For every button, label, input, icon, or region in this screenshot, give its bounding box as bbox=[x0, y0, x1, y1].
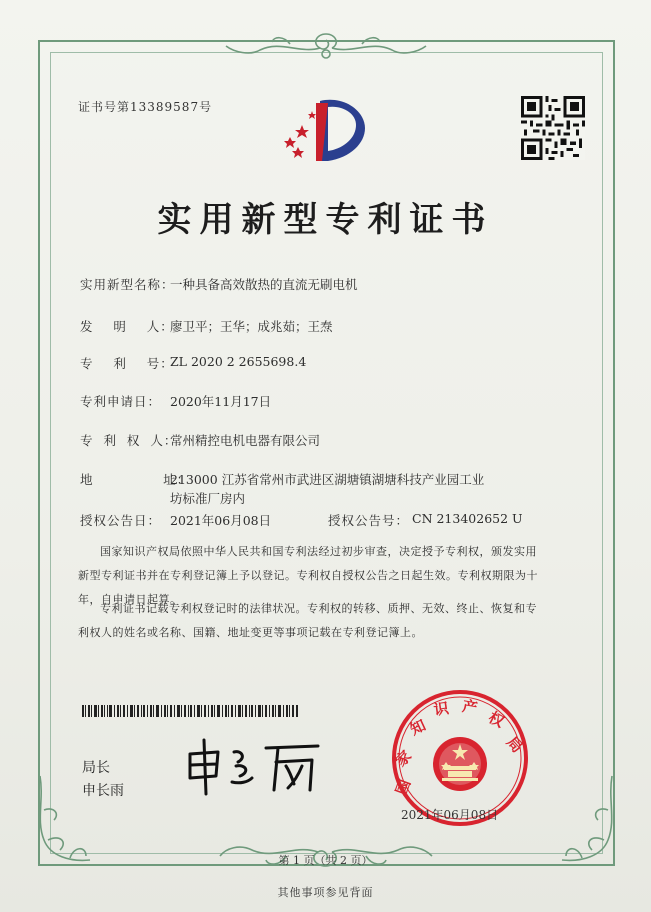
director-signature bbox=[182, 732, 332, 798]
statement-line: 年，自申请日起算。 bbox=[78, 593, 182, 606]
announce-date-value: 2021年06月08日 bbox=[170, 513, 272, 528]
cnipa-logo bbox=[276, 95, 376, 167]
seal-char: 权 bbox=[485, 708, 508, 732]
seal-char: 家 bbox=[391, 746, 416, 771]
seal-char: 产 bbox=[460, 696, 479, 718]
qr-code bbox=[521, 96, 585, 160]
seal-date: 2021年06月08日 bbox=[401, 808, 499, 822]
patent-number-value: ZL 2020 2 2655698.4 bbox=[170, 354, 307, 369]
address-label: 地 址： bbox=[80, 472, 191, 487]
address-line-1: 213000 江苏省常州市武进区湖塘镇湖塘科技产业园工业 bbox=[170, 472, 485, 487]
address-line-2: 坊标准厂房内 bbox=[170, 491, 246, 506]
apply-date-label: 专利申请日： bbox=[80, 394, 162, 409]
apply-date-value: 2020年11月17日 bbox=[170, 394, 272, 409]
announce-number-label: 授权公告号： bbox=[328, 513, 410, 528]
seal-char: 知 bbox=[407, 716, 429, 739]
announce-date-label: 授权公告日： bbox=[80, 513, 162, 528]
announce-number-value: CN 213402652 U bbox=[412, 511, 523, 526]
certificate-title: 实用新型专利证书 bbox=[157, 200, 494, 240]
statement-line: 专利证书记载专利权登记时的法律状况。专利权的转移、质押、无效、终止、恢复和专 bbox=[100, 602, 537, 615]
statement-line: 利权人的姓名或名称、国籍、地址变更等事项记载在专利登记簿上。 bbox=[78, 626, 423, 639]
national-emblem-icon bbox=[433, 737, 487, 791]
patent-number-label: 专 利 号： bbox=[80, 356, 174, 371]
director-name: 申长雨 bbox=[82, 783, 124, 799]
inventor-value: 廖卫平；王华；成兆茹；王焘 bbox=[170, 319, 333, 334]
patentee-label: 专 利 权 人： bbox=[80, 433, 178, 448]
certificate-number: 证书号第13389587号 bbox=[78, 100, 213, 114]
statement-paragraph-2 bbox=[78, 597, 583, 645]
utility-name-value: 一种具备高效散热的直流无刷电机 bbox=[170, 277, 358, 292]
statement-line: 新型专利证书并在专利登记簿上予以登记。专利权自授权公告之日起生效。专利权期限为十 bbox=[78, 569, 538, 582]
seal-char: 识 bbox=[432, 699, 450, 720]
director-title: 局长 bbox=[82, 760, 110, 776]
patentee-value: 常州精控电机电器有限公司 bbox=[170, 433, 321, 448]
top-ornament bbox=[220, 30, 432, 62]
statement-line: 国家知识产权局依照中华人民共和国专利法经过初步审查，决定授予专利权，颁发实用 bbox=[100, 545, 537, 558]
footer-note: 其他事项参见背面 bbox=[277, 886, 374, 899]
seal-char: 国 bbox=[392, 777, 415, 798]
seal-char: 局 bbox=[503, 733, 527, 757]
inventor-label: 发 明 人： bbox=[80, 319, 174, 334]
barcode bbox=[82, 705, 298, 717]
page-number: 第 1 页（共 2 页） bbox=[278, 854, 373, 867]
utility-name-label: 实用新型名称： bbox=[80, 277, 175, 292]
